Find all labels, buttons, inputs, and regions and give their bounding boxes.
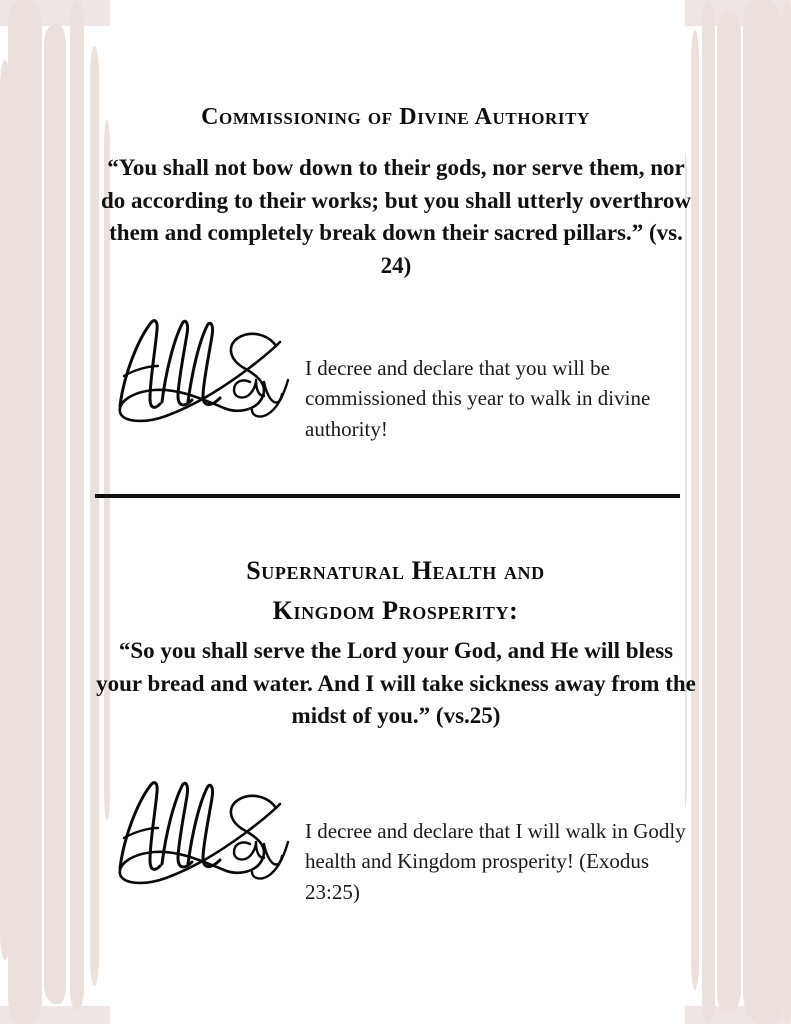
section-2-title-line2: Kingdom Prosperity: (272, 596, 519, 625)
section-2-decree-block (305, 816, 705, 907)
all-say-signature-icon (62, 310, 292, 430)
section-2-title-line1: Supernatural Health and (246, 556, 545, 585)
all-say-signature-icon-2 (62, 772, 292, 892)
section-1-verse: “You shall not bow down to their gods, nor serve them, nor do according to their works; but you shall utterly overthrow them and completely break down their sacred pillars.” (vs. 24) (100, 155, 692, 278)
horizontal-rule (95, 494, 680, 498)
section-1-decree-text: I decree and declare that you will be commissioned this year to walk in divine authority! (305, 356, 651, 441)
section-2-decree-text: I decree and declare that I will walk in Godly health and Kingdom prosperity! (Exodus 23:25) (305, 819, 686, 904)
section-1-title: Commissioning of Divine Authority (201, 104, 590, 130)
section-1-decree-block (305, 353, 705, 444)
section-2-verse: “So you shall serve the Lord your God, and He will bless your bread and water. And I will take sickness away from the midst of you.” (vs.25) (96, 638, 696, 729)
